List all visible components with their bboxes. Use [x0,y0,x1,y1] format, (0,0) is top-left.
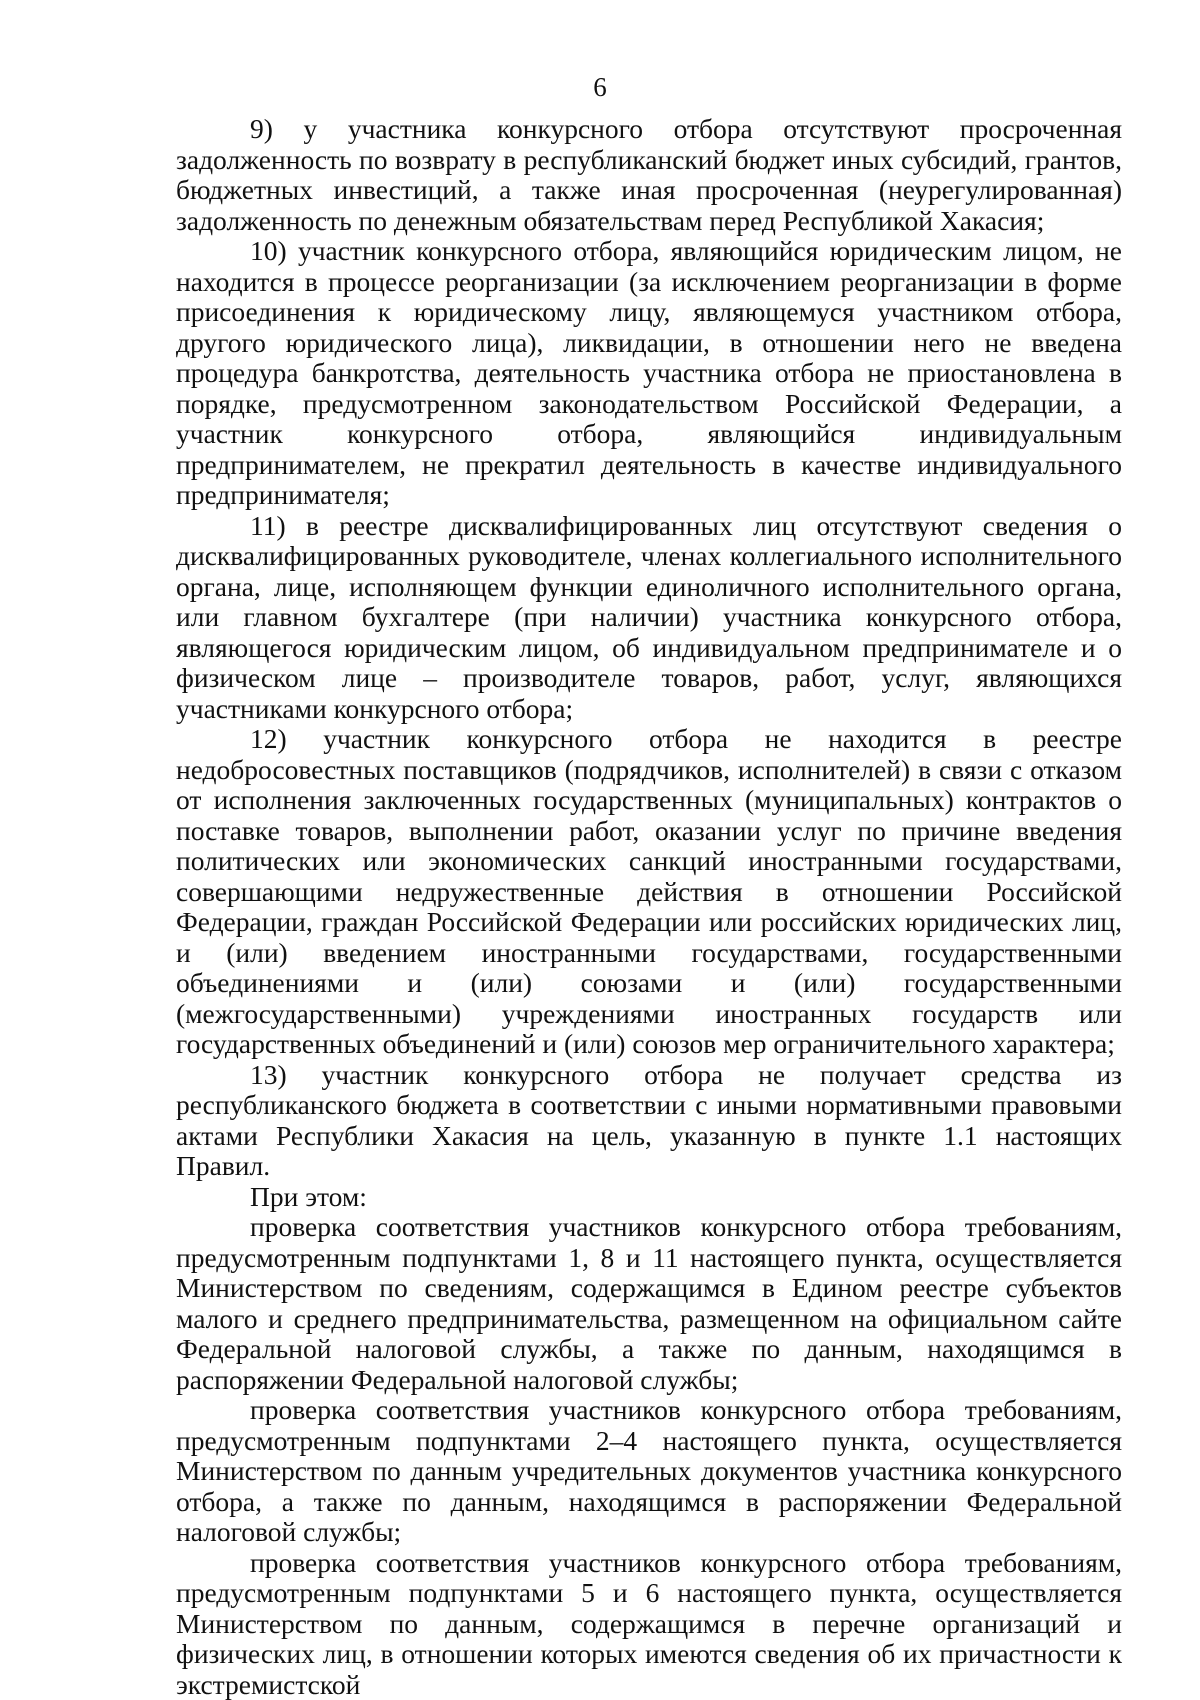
paragraph-item-9: 9) у участника конкурсного отбора отсутствуют просроченная задолженность по возврату в республиканский бюджет иных субсидий, грантов, бюджетных инвестиций, а также иная просроченная (неурегулированная) задолженность по денежным обязательствам перед Республикой Хакасия; [176,114,1122,236]
paragraph-item-11: 11) в реестре дисквалифицированных лиц отсутствуют сведения о дисквалифицированных руководителе, членах коллегиального исполнительного органа, лице, исполняющем функции единоличного исполнительного органа, или главном бухгалтере (при наличии) участника конкурсного отбора, являющегося юридическим лицом, об индивидуальном предпринимателе и о физическом лице – производителе товаров, работ, услуг, являющихся участниками конкурсного отбора; [176,511,1122,725]
paragraph-item-12: 12) участник конкурсного отбора не находится в реестре недобросовестных поставщиков (подрядчиков, исполнителей) в связи с отказом от исполнения заключенных государственных (муниципальных) контрактов о поставке товаров, выполнении работ, оказании услуг по причине введения политических или экономических санкций иностранными государствами, совершающими недружественные действия в отношении Российской Федерации, граждан Российской Федерации или российских юридических лиц, и (или) введением иностранными государствами, государственными объединениями и (или) союзами и (или) государственными (межгосударственными) учреждениями иностранных государств или государственных объединений и (или) союзов мер ограничительного характера; [176,724,1122,1060]
paragraph-check-1-8-11: проверка соответствия участников конкурсного отбора требованиям, предусмотренным подпунктами 1, 8 и 11 настоящего пункта, осуществляется Министерством по сведениям, содержащимся в Едином реестре субъектов малого и среднего предпринимательства, размещенном на официальном сайте Федеральной налоговой службы, а также по данным, находящимся в распоряжении Федеральной налоговой службы; [176,1212,1122,1395]
paragraph-item-10: 10) участник конкурсного отбора, являющийся юридическим лицом, не находится в процессе реорганизации (за исключением реорганизации в форме присоединения к юридическому лицу, являющемуся участником отбора, другого юридического лица), ликвидации, в отношении него не введена процедура банкротства, деятельность участника отбора не приостановлена в порядке, предусмотренном законодательством Российской Федерации, а участник конкурсного отбора, являющийся индивидуальным предпринимателем, не прекратил деятельность в качестве индивидуального предпринимателя; [176,236,1122,511]
document-body [176,114,1122,1700]
page-number: 6 [0,72,1200,102]
paragraph-pri-etom: При этом: [176,1182,1122,1213]
paragraph-item-13: 13) участник конкурсного отбора не получает средства из республиканского бюджета в соответствии с иными нормативными правовыми актами Республики Хакасия на цель, указанную в пункте 1.1 настоящих Правил. [176,1060,1122,1182]
paragraph-check-2-4: проверка соответствия участников конкурсного отбора требованиям, предусмотренным подпунктами 2–4 настоящего пункта, осуществляется Министерством по данным учредительных документов участника конкурсного отбора, а также по данным, находящимся в распоряжении Федеральной налоговой службы; [176,1395,1122,1548]
paragraph-check-5-6: проверка соответствия участников конкурсного отбора требованиям, предусмотренным подпунктами 5 и 6 настоящего пункта, осуществляется Министерством по данным, содержащимся в перечне организаций и физических лиц, в отношении которых имеются сведения об их причастности к экстремистской [176,1548,1122,1700]
